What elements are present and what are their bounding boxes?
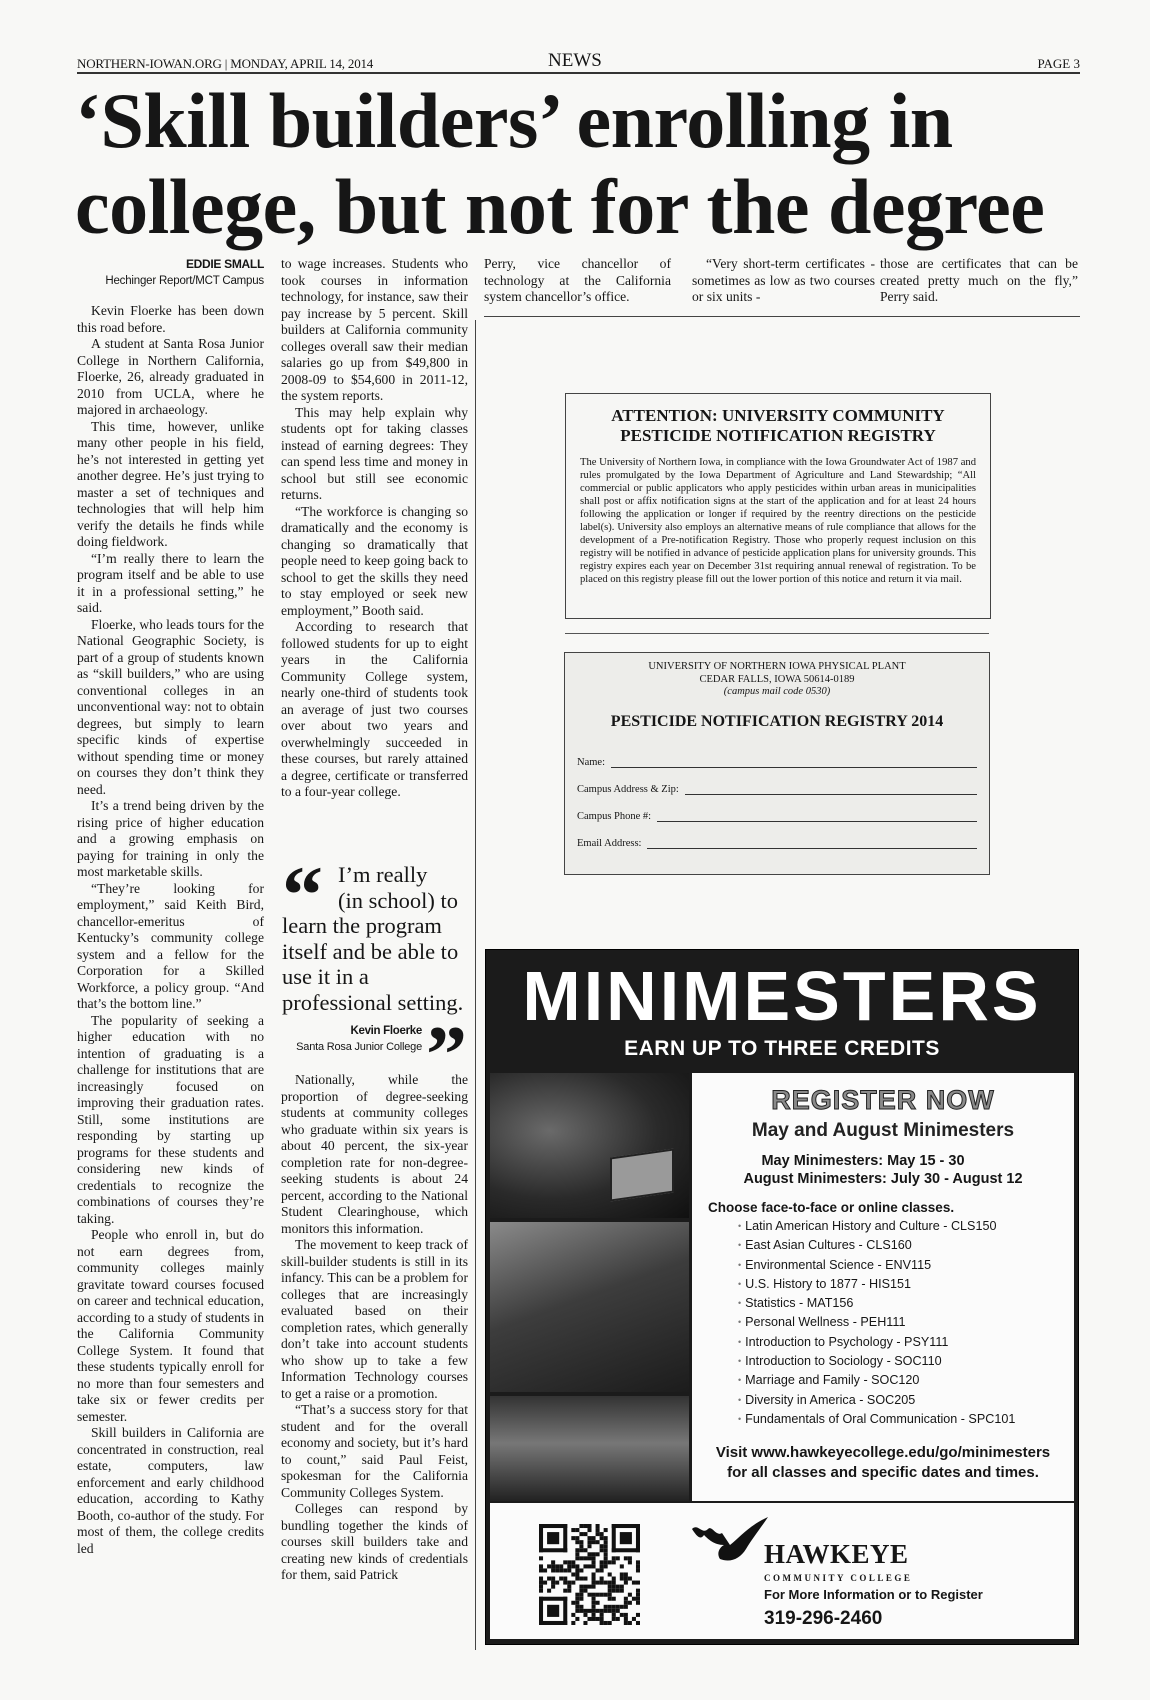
visit-note: for all classes and specific dates and times.: [727, 1464, 1039, 1482]
choose-classes: Choose face-to-face or online classes.: [708, 1200, 955, 1215]
page-number: PAGE 3: [1037, 56, 1080, 71]
headline-line-2: college, but not for the degree: [75, 163, 1045, 250]
paragraph: The movement to keep track of skill-builder students is still in its infancy. This can be a problem for colleges that are increasingly evaluated based on their completion rates, which generally don’t take into account students who show up to take a few Information Technology courses to get a raise or a promotion.: [281, 1237, 468, 1401]
article-column-2-top: [281, 256, 468, 856]
quote-rest: learn the program itself and be able to use it in a professional setting.: [282, 913, 464, 1015]
paragraph: to wage increases. Students who took courses in information technology, for instance, saw their pay increase by 5 percent. Skill builders at California community colleges overall saw their median salaries go up from $49,800 in 2008-09 to $54,600 in 2011-12, the system reports.: [281, 256, 468, 403]
august-dates: August Minimesters: July 30 - August 12: [743, 1171, 1023, 1187]
form-org: UNIVERSITY OF NORTHERN IOWA PHYSICAL PLANT: [648, 661, 906, 672]
open-quote-icon: “: [282, 849, 323, 940]
article-column-5: [880, 256, 1078, 306]
may-dates: May Minimesters: May 15 - 30: [761, 1153, 965, 1169]
paragraph: This may help explain why students opt for taking classes instead of earning degrees: They can spend less time and money in school but still see economic returns.: [281, 404, 468, 502]
pull-quote-text: [282, 849, 472, 1015]
class-list-item: • Fundamentals of Oral Communication - SPC101: [738, 1410, 1074, 1429]
paragraph: This time, however, unlike many other people in his field, he’s not interested in getting yet another degree. He’s just trying to master a set of techniques and technologies that will help him verify the details he finds while doing fieldwork.: [77, 418, 264, 549]
paragraph: Kevin Floerke has been down this road before.: [77, 303, 264, 335]
form-field-address[interactable]: [577, 768, 977, 795]
photo-student-studying: [490, 1222, 689, 1392]
header-rule: [77, 72, 1080, 74]
paragraph: A student at Santa Rosa Junior College in Northern California, Floerke, 26, already graduated in 2010 from UCLA, where he majored in archaeology.: [77, 336, 264, 417]
more-info-text: For More Information or to Register: [764, 1587, 983, 1602]
column-1-body: [77, 303, 264, 1557]
class-list-item: • Latin American History and Culture - CLS150: [738, 1217, 1074, 1236]
paragraph: According to research that followed students for up to eight years in the California Community College system, nearly one-third of students took an average of just two courses over about two years and overwhelmingly succeeded in these courses, but rarely attained a degree, certificate or transferred to a four-year college.: [281, 619, 468, 799]
pesticide-notice: [565, 393, 991, 619]
article-column-2-bottom: [281, 1072, 468, 1648]
column-5-text: those are certificates that can be created pretty much on the fly,” Perry said.: [880, 256, 1078, 304]
class-list-item: • Marriage and Family - SOC120: [738, 1371, 1074, 1390]
phone-number[interactable]: 319-296-2460: [764, 1608, 883, 1629]
photo-student-laptop: [490, 1073, 689, 1218]
ad-contact-panel: [490, 1503, 1074, 1639]
registry-form: [564, 652, 990, 875]
column-4-text: “Very short-term certificates - sometimes as low as two courses or six units -: [692, 256, 875, 304]
phone-input[interactable]: [657, 807, 977, 822]
article-column-1: [77, 256, 264, 1648]
header-site-date: NORTHERN-IOWAN.ORG | MONDAY, APRIL 14, 2014: [77, 56, 374, 71]
may-august-heading: May and August Minimesters: [751, 1120, 1015, 1141]
paragraph: Nationally, while the proportion of degree-seeking students at community colleges who graduate within six years is about 40 percent, the six-year completion rate for non-degree-seeking students is about 24 percent, according to the National Student Clearinghouse, which monitors this information.: [281, 1072, 468, 1236]
article-column-4: [692, 256, 875, 306]
close-quote-icon: ”: [426, 1009, 467, 1100]
field-label: Campus Address & Zip:: [577, 783, 679, 795]
column-2-body-bottom: [281, 1072, 468, 1584]
name-input[interactable]: [611, 753, 977, 768]
notice-title-line-1: ATTENTION: UNIVERSITY COMMUNITY: [611, 406, 945, 425]
class-list-item: • Environmental Science - ENV115: [738, 1256, 1074, 1275]
article-column-3: [484, 256, 671, 306]
class-list-item: • East Asian Cultures - CLS160: [738, 1236, 1074, 1255]
ad-info-panel: [692, 1073, 1074, 1501]
register-now-heading: REGISTER NOW: [771, 1085, 995, 1115]
notice-title-line-2: PESTICIDE NOTIFICATION REGISTRY: [620, 426, 936, 445]
college-logo-name: HAWKEYE: [764, 1539, 909, 1569]
form-field-name[interactable]: [577, 741, 977, 768]
quote-attribution-affiliation: Santa Rosa Junior College: [296, 1041, 422, 1053]
byline-source: Hechinger Report/MCT Campus: [105, 274, 264, 287]
paragraph: “I’m really there to learn the program itself and be able to use it in a professional setting,” he said.: [77, 550, 264, 615]
paragraph: People who enroll in, but do not earn degrees from, community colleges mainly gravitate toward courses focused on career and technical education, according to a study of students in the California Community College System. It found that these students typically enroll for no more than four semesters and take six or fewer credits per semester.: [77, 1227, 264, 1424]
field-label: Name:: [577, 756, 605, 768]
class-list-item: • Statistics - MAT156: [738, 1294, 1074, 1313]
ad-title: MINIMESTERS: [522, 957, 1042, 1035]
form-mail-code: (campus mail code 0530): [723, 686, 831, 697]
byline-author: EDDIE SMALL: [185, 257, 264, 271]
class-list-item: • Introduction to Psychology - PSY111: [738, 1333, 1074, 1352]
hawk-logo-icon: [690, 1515, 770, 1570]
article-end-rule: [484, 316, 1080, 317]
quote-attribution-name: Kevin Floerke: [350, 1025, 422, 1037]
section-label: NEWS: [548, 50, 602, 71]
class-list: [692, 1217, 1074, 1429]
form-field-phone[interactable]: [577, 795, 977, 822]
notice-body: The University of Northern Iowa, in compliance with the Iowa Groundwater Act of 1987 and rules promulgated by the Iowa Department of Agriculture and Land Stewardship; “All commercial or public applicators who apply pesticides within urban areas in municipalities shall post or affix notification signs at the start of the application and for at least 24 hours following the application or longer if required by the reentry directions on the pesticide label(s). University also employs an alternative means of rule compliance that allows for the development of a Pre-notification Registry. Those who properly request inclusion on this registry will be notified in advance of pesticide application plans for university grounds. This registry expires each year on December 31st requiring annual renewal of registration. To be placed on this registry please fill out the lower portion of this notice and return it via mail.: [580, 457, 976, 585]
column-3-text: Perry, vice chancellor of technology at the California system chancellor’s office.: [484, 256, 671, 304]
email-input[interactable]: [647, 834, 977, 849]
pull-quote: [282, 849, 468, 1100]
column-2-body-top: [281, 256, 468, 801]
form-address: [565, 661, 989, 699]
headline: [75, 78, 1085, 250]
headline-line-1: ‘Skill builders’ enrolling in: [75, 77, 953, 164]
qr-code-icon[interactable]: [539, 1524, 640, 1625]
paragraph: Skill builders in California are concentrated in construction, real estate, computers, law enforcement and early childhood education, according to Kathy Booth, co-author of the study. For most of them, the college credits led: [77, 1425, 264, 1556]
quote-line-2: (in school) to: [338, 887, 458, 913]
form-city: CEDAR FALLS, IOWA 50614-0189: [699, 673, 855, 685]
notice-title: [566, 406, 990, 446]
field-label: Campus Phone #:: [577, 810, 652, 822]
class-list-item: • Diversity in America - SOC205: [738, 1391, 1074, 1410]
paragraph: “The workforce is changing so dramatically and the economy is changing so dramatically that people need to keep going back to school to get the skills they need to stay employed or seek new employment,” Booth said.: [281, 503, 468, 618]
photo-classroom: [490, 1396, 689, 1501]
class-list-item: • U.S. History to 1877 - HIS151: [738, 1275, 1074, 1294]
paragraph: The popularity of seeking a higher education with no intention of graduating is a challenge for institutions that are increasingly focused on improving their graduation rates. Still, some institutions are responding by starting up programs for these students and considering new kinds of credentials to recognize the combinations of courses they’re taking.: [77, 1012, 264, 1226]
laptop-screen-icon: [610, 1149, 674, 1202]
website-link[interactable]: Visit www.hawkeyecollege.edu/go/minimesters: [715, 1444, 1051, 1462]
quote-line-1: I’m really: [338, 862, 428, 887]
paragraph: It’s a trend being driven by the rising price of higher education and a growing emphasis on paying for training in only the most marketable skills.: [77, 798, 264, 879]
cut-line: [565, 633, 989, 634]
minimesters-ad: [485, 949, 1079, 1645]
paragraph: “That’s a success story for that student and for the overall economy and society, but it’s hard to count,” said Paul Feist, spokesman for the California Community Colleges System.: [281, 1402, 468, 1500]
ad-subtitle: EARN UP TO THREE CREDITS: [624, 1037, 940, 1060]
paragraph: Floerke, who leads tours for the National Geographic Society, is part of a group of students known as “skill builders,” who are using conventional colleges in an unconventional way: not to obtain degrees, but simply to learn specific kinds of expertise without spending time or money on courses they don’t think they need.: [77, 616, 264, 797]
address-input[interactable]: [685, 780, 977, 795]
field-label: Email Address:: [577, 837, 642, 849]
column-divider: [475, 320, 476, 1650]
form-title: PESTICIDE NOTIFICATION REGISTRY 2014: [610, 712, 944, 730]
visit-website[interactable]: [692, 1443, 1074, 1483]
form-field-email[interactable]: [577, 822, 977, 849]
paragraph: Colleges can respond by bundling together the kinds of courses skill builders take and creating new kinds of credentials for them, said Patrick: [281, 1501, 468, 1582]
class-list-item: • Personal Wellness - PEH111: [738, 1313, 1074, 1332]
college-logo-sub: COMMUNITY COLLEGE: [764, 1573, 913, 1583]
paragraph: “They’re looking for employment,” said Keith Bird, chancellor-emeritus of Kentucky’s community college system and a fellow for the Corporation for a Skilled Workforce, a policy group. “And that’s the bottom line.”: [77, 880, 264, 1011]
ad-dates: [692, 1152, 1074, 1188]
class-list-item: • Introduction to Sociology - SOC110: [738, 1352, 1074, 1371]
